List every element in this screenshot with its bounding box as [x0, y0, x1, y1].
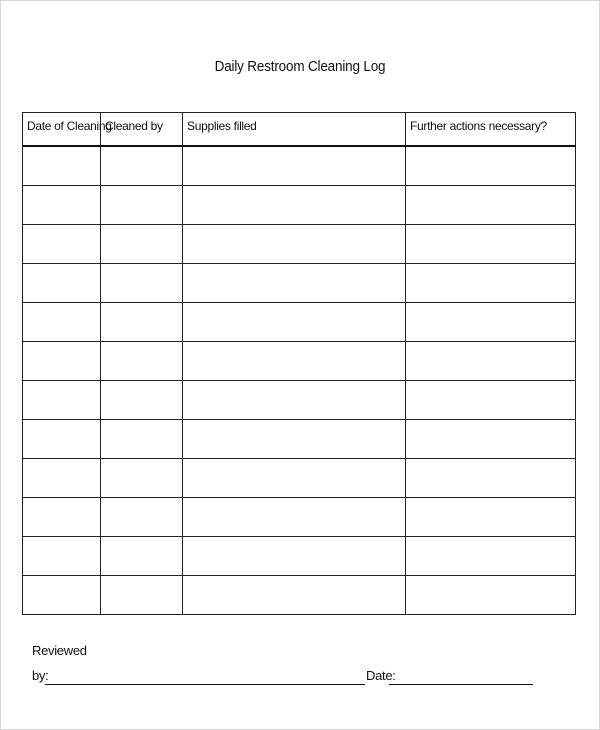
table-row: [23, 458, 576, 497]
table-cell[interactable]: [23, 146, 101, 186]
table-cell[interactable]: [23, 458, 101, 497]
table-cell[interactable]: [23, 380, 101, 419]
table-cell[interactable]: [183, 497, 406, 536]
date-label: Date:: [366, 668, 396, 683]
table-row: [23, 575, 576, 614]
table-cell[interactable]: [23, 224, 101, 263]
table-cell[interactable]: [406, 224, 576, 263]
table-header-row: [23, 113, 576, 146]
table-cell[interactable]: [406, 536, 576, 575]
table-cell[interactable]: [101, 263, 183, 302]
table-row: [23, 536, 576, 575]
table-cell[interactable]: [101, 497, 183, 536]
table-cell[interactable]: [23, 302, 101, 341]
table-row: [23, 224, 576, 263]
header-cleaned-by: Cleaned by: [101, 113, 183, 146]
table-row: [23, 419, 576, 458]
table-cell[interactable]: [101, 146, 183, 186]
table-row: [23, 263, 576, 302]
table-cell[interactable]: [23, 497, 101, 536]
table-cell[interactable]: [406, 341, 576, 380]
date-line[interactable]: [389, 684, 533, 685]
table-cell[interactable]: [183, 146, 406, 186]
table-cell[interactable]: [23, 575, 101, 614]
table-cell[interactable]: [101, 302, 183, 341]
table-row: [23, 380, 576, 419]
header-supplies-filled: Supplies filled: [183, 113, 406, 146]
table-cell[interactable]: [406, 185, 576, 224]
page-title: Daily Restroom Cleaning Log: [214, 58, 386, 75]
table-cell[interactable]: [406, 497, 576, 536]
reviewed-by-signature-line[interactable]: [45, 684, 365, 685]
table-cell[interactable]: [406, 302, 576, 341]
table-cell[interactable]: [183, 302, 406, 341]
table-cell[interactable]: [406, 419, 576, 458]
table-cell[interactable]: [23, 341, 101, 380]
table-row: [23, 302, 576, 341]
table-cell[interactable]: [23, 263, 101, 302]
table-row: [23, 341, 576, 380]
table-cell[interactable]: [183, 419, 406, 458]
table-cell[interactable]: [101, 575, 183, 614]
table-cell[interactable]: [23, 185, 101, 224]
table-cell[interactable]: [183, 263, 406, 302]
table-row: [23, 497, 576, 536]
table-cell[interactable]: [183, 185, 406, 224]
table-cell[interactable]: [101, 458, 183, 497]
table-cell[interactable]: [23, 419, 101, 458]
table-cell[interactable]: [183, 536, 406, 575]
table-cell[interactable]: [183, 341, 406, 380]
table-cell[interactable]: [23, 536, 101, 575]
table-cell[interactable]: [101, 224, 183, 263]
table-cell[interactable]: [101, 536, 183, 575]
table-cell[interactable]: [101, 341, 183, 380]
reviewed-by-label-suffix: by:: [32, 668, 49, 683]
table-cell[interactable]: [183, 458, 406, 497]
table-row: [23, 146, 576, 186]
table-cell[interactable]: [183, 575, 406, 614]
cleaning-log-table: [22, 112, 576, 615]
table-cell[interactable]: [101, 185, 183, 224]
table-cell[interactable]: [101, 380, 183, 419]
table-cell[interactable]: [406, 263, 576, 302]
table-cell[interactable]: [183, 224, 406, 263]
header-date-of-cleaning: Date of Cleaning: [23, 113, 101, 146]
table-row: [23, 185, 576, 224]
table-cell[interactable]: [406, 575, 576, 614]
table-cell[interactable]: [183, 380, 406, 419]
table-cell[interactable]: [406, 146, 576, 186]
table-body: [23, 146, 576, 615]
reviewed-by-label: Reviewed: [32, 643, 87, 658]
header-further-actions: Further actions necessary?: [406, 113, 576, 146]
table-cell[interactable]: [406, 458, 576, 497]
table-cell[interactable]: [101, 419, 183, 458]
table-cell[interactable]: [406, 380, 576, 419]
